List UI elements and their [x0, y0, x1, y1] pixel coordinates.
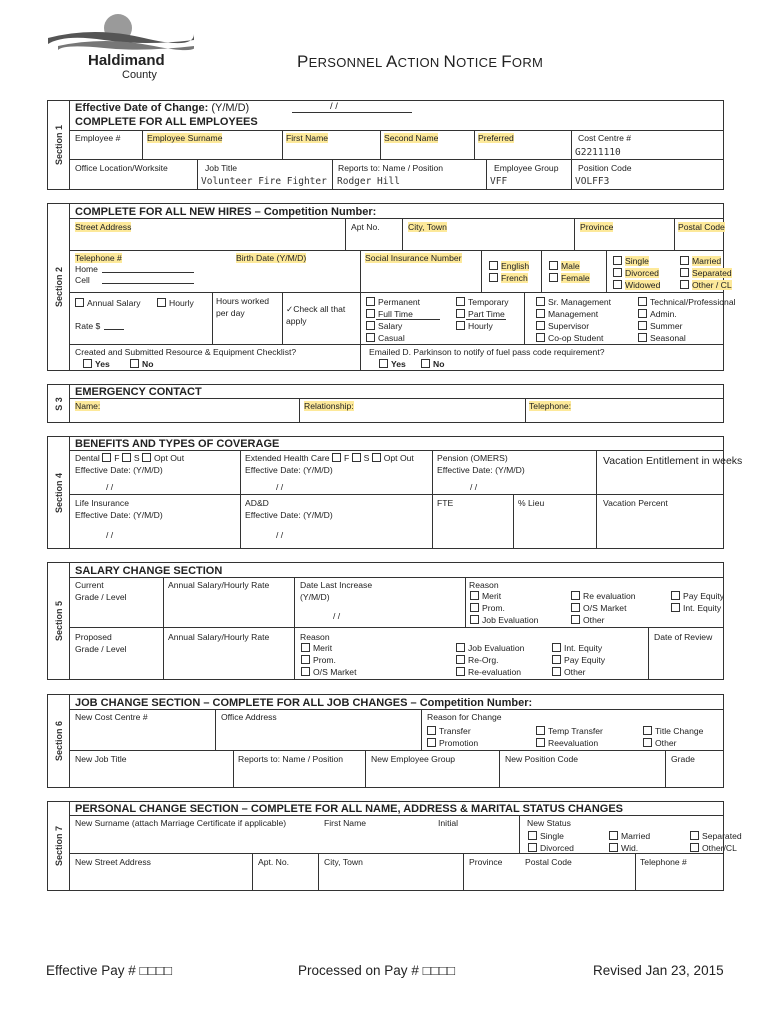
pension-date-slashes: / / — [470, 482, 478, 492]
ext-health-effective-label: Effective Date: (Y/M/D) — [245, 465, 333, 475]
page-title: PERSONNEL ACTION NOTICE FORM — [297, 52, 544, 71]
dental-effective-label: Effective Date: (Y/M/D) — [75, 465, 163, 475]
emailed-yes-checkbox[interactable]: Yes — [379, 359, 406, 369]
proposed-other-checkbox[interactable]: Other — [552, 667, 586, 677]
section-6-tab: Section 6 — [47, 694, 69, 788]
apply-label: apply — [286, 316, 307, 326]
current-pay-equity-checkbox[interactable]: Pay Equity — [671, 591, 724, 601]
date-last-ymd: (Y/M/D) — [300, 592, 330, 602]
female-checkbox[interactable]: Female — [549, 273, 590, 283]
job-title-label: Job Title — [205, 163, 238, 173]
emergency-name-label: Name: — [75, 401, 101, 411]
male-checkbox[interactable]: Male — [549, 261, 580, 271]
current-job-eval-checkbox[interactable]: Job Evaluation — [470, 615, 538, 625]
section-1-tab: Section 1 — [47, 100, 69, 190]
effective-date-slashes: / / — [330, 101, 338, 112]
preferred-label: Preferred — [478, 133, 514, 143]
proposed-re-evaluation-checkbox[interactable]: Re-evaluation — [456, 667, 521, 677]
employee-number-label: Employee # — [75, 133, 121, 143]
life-effective-label: Effective Date: (Y/M/D) — [75, 510, 163, 520]
technical-professional-checkbox[interactable]: Technical/Professional — [638, 297, 736, 307]
province-label: Province — [580, 222, 614, 232]
rate-label: Rate $ — [75, 321, 101, 331]
new-apt-no-label: Apt. No. — [258, 857, 290, 867]
supervisor-checkbox[interactable]: Supervisor — [536, 321, 589, 331]
effective-pay-number: Effective Pay # □□□□ — [46, 963, 173, 978]
dental-date-slashes: / / — [106, 482, 114, 492]
divorced-checkbox[interactable]: Divorced — [613, 268, 659, 278]
sin-label: Social Insurance Number — [365, 253, 462, 263]
per-day-label: per day — [216, 308, 245, 318]
relationship-label: Relationship: — [304, 401, 354, 411]
add-effective-label: Effective Date: (Y/M/D) — [245, 510, 333, 520]
position-code-label: Position Code — [578, 163, 632, 173]
effective-date-field[interactable] — [292, 101, 412, 113]
hourly-checkbox[interactable]: Hourly — [157, 298, 194, 308]
other-cl-checkbox[interactable]: Other / CL — [680, 280, 732, 290]
cost-centre-value[interactable]: G2211110 — [575, 147, 621, 158]
status-wid-checkbox[interactable]: Wid. — [609, 843, 638, 853]
checklist-question: Created and Submitted Resource & Equipment Checklist? — [75, 347, 297, 357]
reports-to-value[interactable]: Rodger Hill — [337, 176, 400, 187]
status-other-cl-checkbox[interactable]: Other/CL — [690, 843, 737, 853]
effective-date-label: Effective Date of Change: (Y/M/D) — [75, 102, 250, 114]
pension-label: Pension (OMERS) — [437, 453, 508, 463]
new-job-title-label: New Job Title — [75, 754, 127, 764]
new-cost-centre-label: New Cost Centre # — [75, 712, 148, 722]
date-last-slashes: / / — [333, 611, 341, 621]
emailed-no-checkbox[interactable]: No — [421, 359, 444, 369]
street-address-label: Street Address — [75, 222, 132, 232]
current-other-checkbox[interactable]: Other — [571, 615, 605, 625]
apt-no-label: Apt No. — [351, 222, 380, 232]
current-annual-rate-label: Annual Salary/Hourly Rate — [168, 580, 270, 590]
new-position-code-label: New Position Code — [505, 754, 579, 764]
section-7-tab: Section 7 — [47, 801, 69, 891]
annual-salary-checkbox[interactable]: Annual Salary — [75, 298, 141, 308]
proposed-job-eval-checkbox[interactable]: Job Evaluation — [456, 643, 524, 653]
new-hires-heading: COMPLETE FOR ALL NEW HIRES – Competition Number: — [75, 206, 377, 218]
proposed-re-org-checkbox[interactable]: Re-Org. — [456, 655, 499, 665]
current-grade-label: Grade / Level — [75, 592, 127, 602]
current-label: Current — [75, 580, 104, 590]
life-insurance-label: Life Insurance — [75, 498, 129, 508]
date-of-review-label: Date of Review — [654, 632, 713, 642]
section-4-tab: Section 4 — [47, 436, 69, 549]
current-int-equity-checkbox[interactable]: Int. Equity — [671, 603, 721, 613]
hourly-type-checkbox[interactable]: Hourly — [456, 321, 493, 331]
job-other-checkbox[interactable]: Other — [643, 738, 677, 748]
sun-waves-icon — [44, 8, 194, 54]
telephone-label: Telephone # — [75, 253, 122, 263]
current-re-evaluation-checkbox[interactable]: Re evaluation — [571, 591, 636, 601]
office-address-label: Office Address — [221, 712, 277, 722]
summer-checkbox[interactable]: Summer — [638, 321, 682, 331]
complete-all-employees: COMPLETE FOR ALL EMPLOYEES — [75, 116, 258, 128]
casual-checkbox[interactable]: Casual — [366, 333, 405, 343]
current-merit-checkbox[interactable]: Merit — [470, 591, 501, 601]
ext-health-row: Extended Health Care F S Opt Out — [245, 453, 414, 463]
status-single-checkbox[interactable]: Single — [528, 831, 564, 841]
new-postal-code-label: Postal Code — [525, 857, 572, 867]
sr-management-checkbox[interactable]: Sr. Management — [536, 297, 611, 307]
salary-change-heading: SALARY CHANGE SECTION — [75, 565, 223, 577]
proposed-merit-checkbox[interactable]: Merit — [301, 643, 332, 653]
reevaluation-checkbox[interactable]: Reevaluation — [536, 738, 598, 748]
employee-group-label: Employee Group — [494, 163, 559, 173]
logo-sub: County — [122, 69, 157, 81]
married-checkbox[interactable]: Married — [680, 256, 721, 266]
new-city-town-label: City, Town — [324, 857, 363, 867]
current-os-market-checkbox[interactable]: O/S Market — [571, 603, 626, 613]
postal-code-label: Postal Code — [678, 222, 725, 232]
full-time-checkbox[interactable]: Full Time — [366, 309, 413, 319]
vacation-percent-label: Vacation Percent — [603, 498, 668, 508]
job-change-heading: JOB CHANGE SECTION – COMPLETE FOR ALL JOB CHANGES – Competition Number: — [75, 697, 533, 709]
checklist-yes-checkbox[interactable]: Yes — [83, 359, 110, 369]
new-status-label: New Status — [527, 818, 571, 828]
coop-student-checkbox[interactable]: Co-op Student — [536, 333, 603, 343]
checklist-no-checkbox[interactable]: No — [130, 359, 153, 369]
reports-to-label: Reports to: Name / Position — [338, 163, 444, 173]
current-reason-label: Reason — [469, 580, 499, 590]
management-checkbox[interactable]: Management — [536, 309, 598, 319]
single-checkbox[interactable]: Single — [613, 256, 649, 266]
reason-for-change-label: Reason for Change — [427, 712, 502, 722]
employee-group-value[interactable]: VFF — [490, 176, 508, 187]
hours-worked-label: Hours worked — [216, 296, 270, 306]
lieu-label: % Lieu — [518, 498, 545, 508]
admin-checkbox[interactable]: Admin. — [638, 309, 677, 319]
office-location-label: Office Location/Worksite — [75, 163, 168, 173]
check-all-label: ✓Check all that — [286, 304, 346, 314]
temp-transfer-checkbox[interactable]: Temp Transfer — [536, 726, 603, 736]
new-surname-label: New Surname (attach Marriage Certificate if applicable) — [75, 818, 287, 828]
proposed-annual-rate-label: Annual Salary/Hourly Rate — [168, 632, 270, 642]
pension-effective-label: Effective Date: (Y/M/D) — [437, 465, 525, 475]
proposed-int-equity-checkbox[interactable]: Int. Equity — [552, 643, 602, 653]
county-logo — [44, 8, 194, 86]
status-separated-checkbox[interactable]: Separated — [690, 831, 742, 841]
proposed-label: Proposed — [75, 632, 112, 642]
new-province-label: Province — [469, 857, 503, 867]
fte-label: FTE — [437, 498, 454, 508]
benefits-heading: BENEFITS AND TYPES OF COVERAGE — [75, 438, 280, 450]
add-date-slashes: / / — [276, 530, 284, 540]
section-5-tab: Section 5 — [47, 562, 69, 680]
cost-centre-label: Cost Centre # — [578, 133, 632, 143]
job-title-value[interactable]: Volunteer Fire Fighter — [201, 176, 327, 187]
emailed-question: Emailed D. Parkinson to notify of fuel pass code requirement? — [369, 347, 605, 357]
status-married-checkbox[interactable]: Married — [609, 831, 650, 841]
proposed-os-market-checkbox[interactable]: O/S Market — [301, 667, 356, 677]
cell-phone-field[interactable] — [102, 274, 194, 284]
permanent-checkbox[interactable]: Permanent — [366, 297, 420, 307]
revised-date: Revised Jan 23, 2015 — [593, 963, 724, 978]
grade-label: Grade — [671, 754, 695, 764]
proposed-grade-label: Grade / Level — [75, 644, 127, 654]
employee-surname-label: Employee Surname — [147, 133, 223, 143]
processed-on-pay-number: Processed on Pay # □□□□ — [298, 963, 456, 978]
home-label: Home — [75, 264, 98, 274]
widowed-checkbox[interactable]: Widowed — [613, 280, 660, 290]
new-telephone-label: Telephone # — [640, 857, 687, 867]
ext-health-date-slashes: / / — [276, 482, 284, 492]
personal-change-heading: PERSONAL CHANGE SECTION – COMPLETE FOR ALL NAME, ADDRESS & MARITAL STATUS CHANGES — [75, 803, 623, 815]
title-change-checkbox[interactable]: Title Change — [643, 726, 703, 736]
dental-row: Dental F S Opt Out — [75, 453, 185, 463]
english-checkbox[interactable]: English — [489, 261, 529, 271]
initial-label: Initial — [438, 818, 459, 828]
new-street-address-label: New Street Address — [75, 857, 151, 867]
seasonal-checkbox[interactable]: Seasonal — [638, 333, 686, 343]
vacation-entitlement-label: Vacation Entitlement in weeks — [603, 455, 743, 467]
rate-field[interactable] — [104, 320, 124, 330]
proposed-pay-equity-checkbox[interactable]: Pay Equity — [552, 655, 605, 665]
french-checkbox[interactable]: French — [489, 273, 528, 283]
add-label: AD&D — [245, 498, 269, 508]
current-prom-checkbox[interactable]: Prom. — [470, 603, 505, 613]
section-2-tab: Section 2 — [47, 203, 69, 371]
city-town-label: City, Town — [408, 222, 447, 232]
section-3-tab: S 3 — [47, 384, 69, 423]
part-time-checkbox[interactable]: Part Time — [456, 309, 505, 319]
position-code-value[interactable]: VOLFF3 — [575, 176, 610, 187]
status-divorced-checkbox[interactable]: Divorced — [528, 843, 574, 853]
birth-date-label: Birth Date (Y/M/D) — [236, 253, 307, 263]
emergency-contact-heading: EMERGENCY CONTACT — [75, 386, 202, 398]
temporary-checkbox[interactable]: Temporary — [456, 297, 509, 307]
promotion-checkbox[interactable]: Promotion — [427, 738, 478, 748]
first-name-label: First Name — [286, 133, 329, 143]
logo-word: Haldimand — [88, 52, 165, 69]
cell-label: Cell — [75, 275, 90, 285]
second-name-label: Second Name — [384, 133, 439, 143]
new-reports-to-label: Reports to: Name / Position — [238, 754, 344, 764]
proposed-reason-label: Reason — [300, 632, 330, 642]
transfer-checkbox[interactable]: Transfer — [427, 726, 471, 736]
new-employee-group-label: New Employee Group — [371, 754, 456, 764]
emergency-telephone-label: Telephone: — [529, 401, 572, 411]
salary-checkbox[interactable]: Salary — [366, 321, 402, 331]
date-last-increase-label: Date Last Increase — [300, 580, 373, 590]
proposed-prom-checkbox[interactable]: Prom. — [301, 655, 336, 665]
life-date-slashes: / / — [106, 530, 114, 540]
home-phone-field[interactable] — [102, 263, 194, 273]
personal-first-name-label: First Name — [324, 818, 367, 828]
separated-checkbox[interactable]: Separated — [680, 268, 732, 278]
